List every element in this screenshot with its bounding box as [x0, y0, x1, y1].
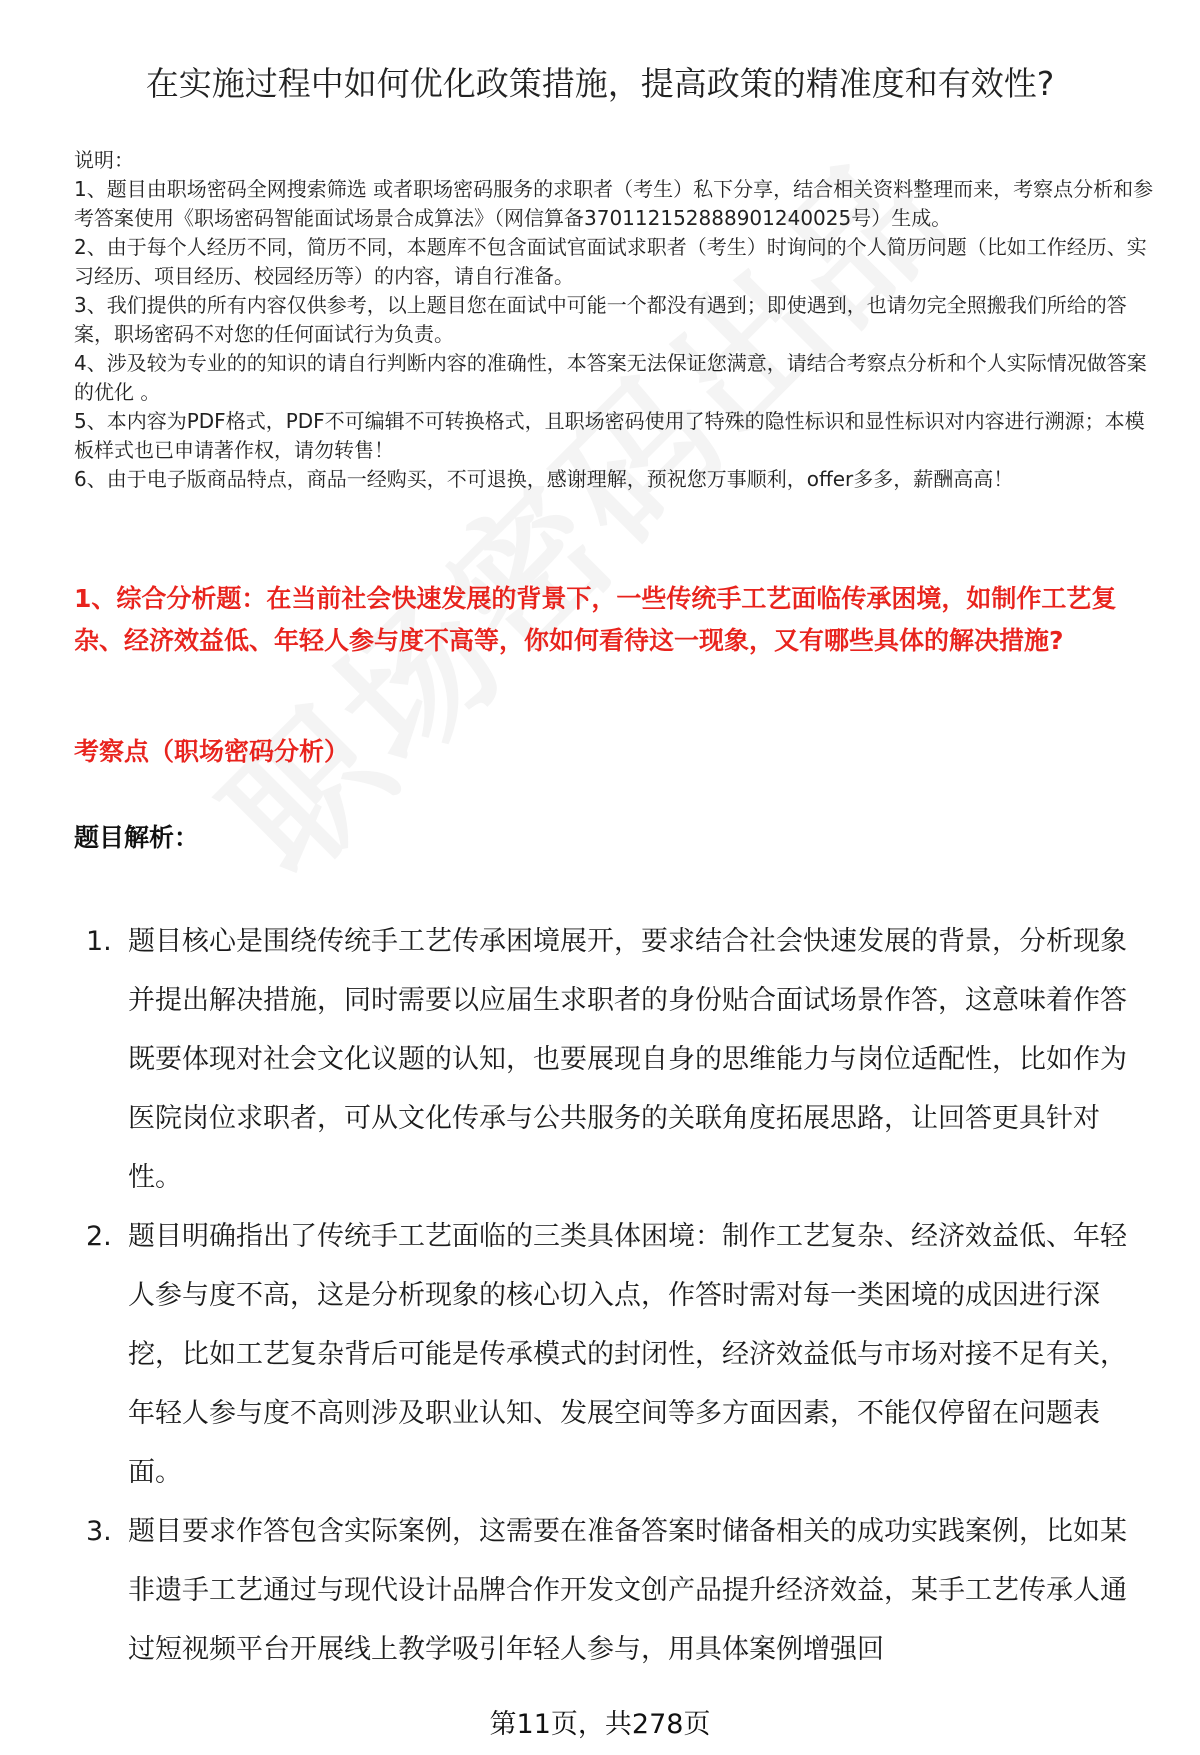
note-item: 3、我们提供的所有内容仅供参考，以上题目您在面试中可能一个都没有遇到；即使遇到，也请勿完全照搬我们所给的答案，职场密码不对您的任何面试行为负责。: [74, 293, 1127, 346]
page-footer: 第11页，共278页: [489, 1709, 711, 1740]
list-item: [74, 1207, 1146, 1502]
list-item-text: 题目要求作答包含实际案例，这需要在准备答案时储备相关的成功实践案例，比如某非遗手工艺通过与现代设计品牌合作开发文创产品提升经济效益，某手工艺传承人通过短视频平台开展线上教学吸引年轻人参与，用具体案例增强回: [128, 1516, 1127, 1665]
list-item: [74, 1502, 1146, 1679]
note-item: 2、由于每个人经历不同，简历不同，本题库不包含面试官面试求职者（考生）时询问的个人简历问题（比如工作经历、实习经历、项目经历、校园经历等）的内容，请自行准备。: [74, 235, 1147, 288]
analysis-heading: 题目解析：: [74, 823, 200, 852]
note-item: 5、本内容为PDF格式，PDF不可编辑不可转换格式，且职场密码使用了特殊的隐性标识和显性标识对内容进行溯源；本模板样式也已申请著作权，请勿转售！: [74, 409, 1145, 462]
list-item-number: 3.: [86, 1516, 112, 1547]
note-item: 4、涉及较为专业的的知识的请自行判断内容的准确性，本答案无法保证您满意，请结合考察点分析和个人实际情况做答案的优化 。: [74, 351, 1147, 404]
list-item-text: 题目核心是围绕传统手工艺传承困境展开，要求结合社会快速发展的背景，分析现象并提出解决措施，同时需要以应届生求职者的身份贴合面试场景作答，这意味着作答既要体现对社会文化议题的认知，也要展现自身的思维能力与岗位适配性，比如作为医院岗位求职者，可从文化传承与公共服务的关联角度拓展思路，让回答更具针对性。: [128, 926, 1127, 1193]
list-item-number: 1.: [86, 926, 112, 957]
note-item: 1、题目由职场密码全网搜索筛选 或者职场密码服务的求职者（考生）私下分享，结合相关资料整理而来，考察点分析和参考答案使用《职场密码智能面试场景合成算法》（网信算备370112152888901240025号）生成。: [74, 177, 1154, 230]
list-item-number: 2.: [86, 1221, 112, 1252]
list-item: [74, 912, 1146, 1207]
note-item: 6、由于电子版商品特点，商品一经购买，不可退换，感谢理解，预祝您万事顺利，offer多多，薪酬高高！: [74, 467, 1014, 491]
list-item-text: 题目明确指出了传统手工艺面临的三类具体困境：制作工艺复杂、经济效益低、年轻人参与度不高，这是分析现象的核心切入点，作答时需对每一类困境的成因进行深挖，比如工艺复杂背后可能是传承模式的封闭性，经济效益低与市场对接不足有关，年轻人参与度不高则涉及职业认知、发展空间等多方面因素，不能仅停留在问题表面。: [128, 1221, 1127, 1488]
notes-section: [74, 146, 1159, 494]
notes-heading: 说明：: [74, 148, 134, 172]
analysis-list: [74, 912, 1146, 1679]
question-heading: 1、综合分析题：在当前社会快速发展的背景下，一些传统手工艺面临传承困境，如制作工艺复杂、经济效益低、年轻人参与度不高等，你如何看待这一现象，又有哪些具体的解决措施?: [74, 584, 1117, 655]
exam-point-heading: 考察点（职场密码分析）: [74, 737, 350, 766]
page-title: 在实施过程中如何优化政策措施，提高政策的精准度和有效性?: [145, 64, 1055, 103]
